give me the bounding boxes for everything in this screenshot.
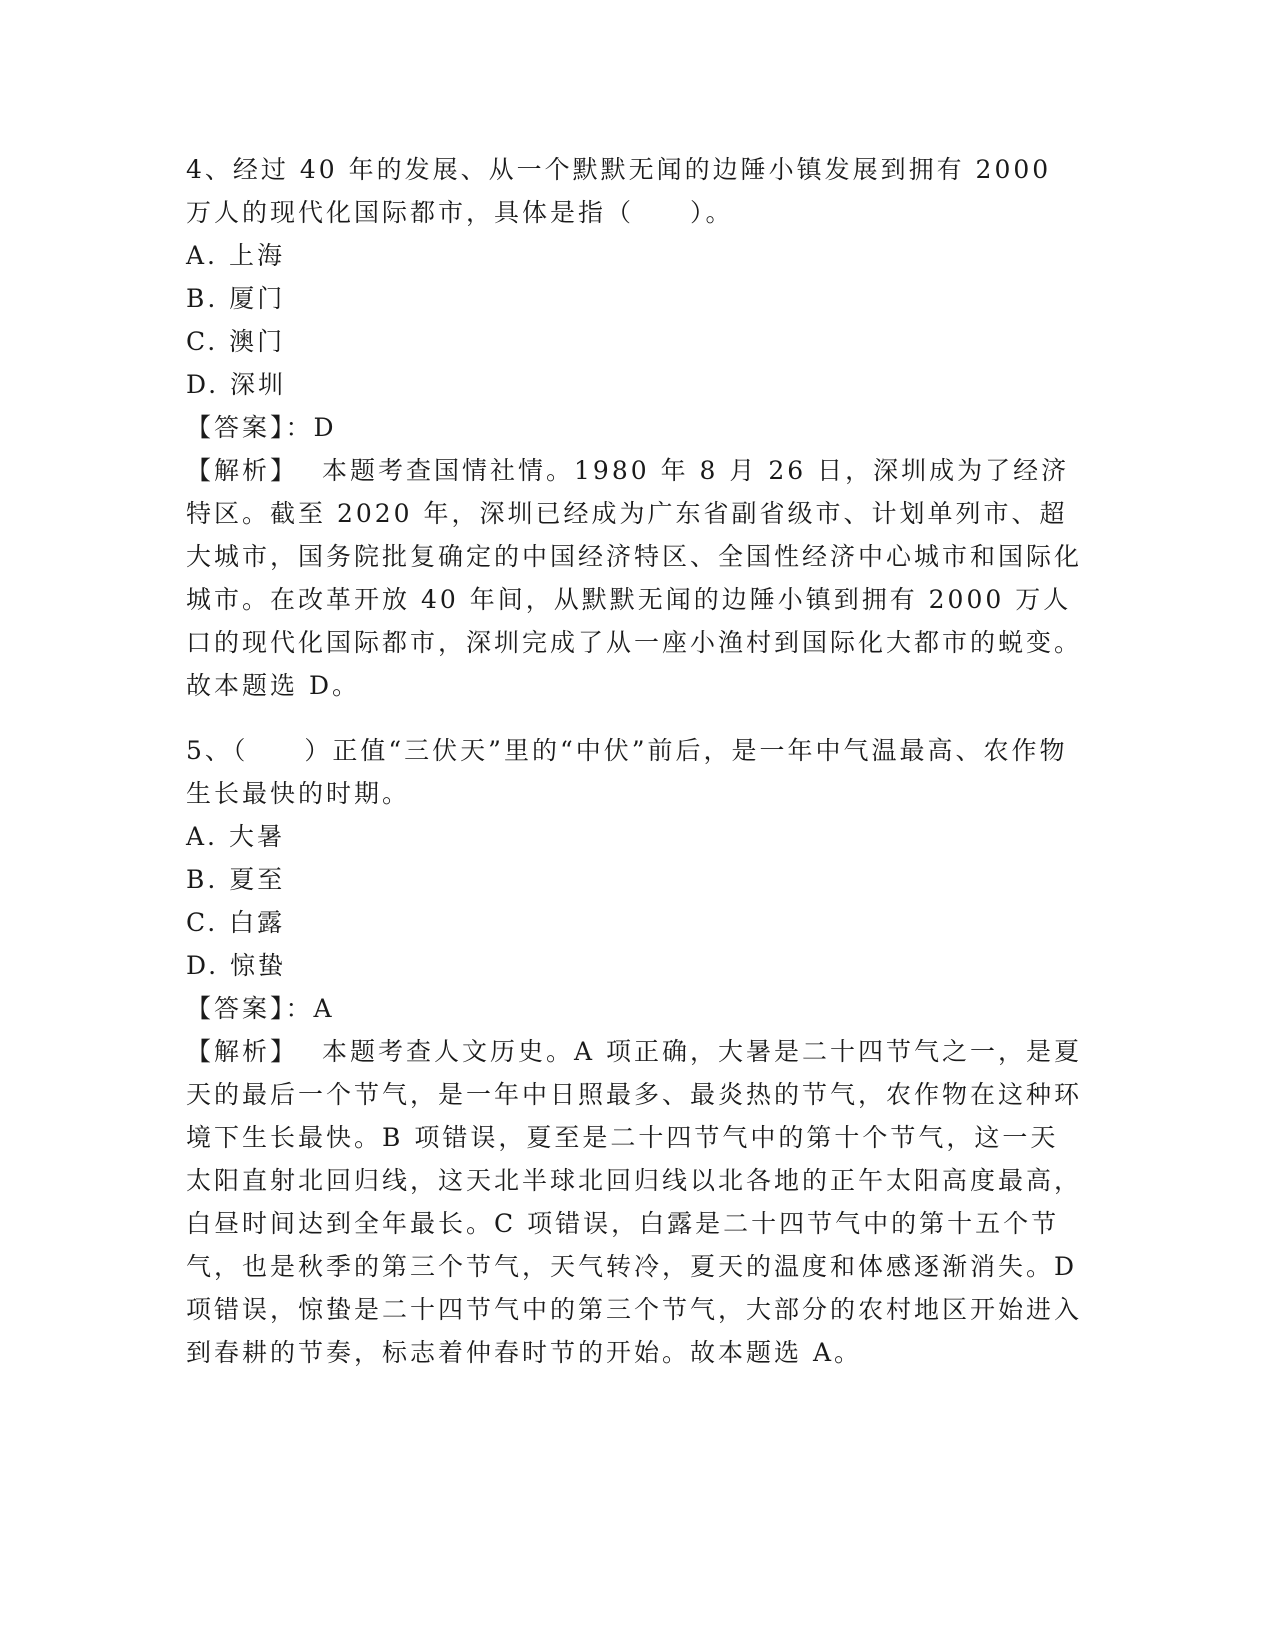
explanation [186, 1030, 1086, 1374]
option-b: B. 夏至 [186, 865, 286, 894]
option-d: D. 惊蛰 [186, 951, 287, 980]
explanation-label: 【解析】 [186, 456, 299, 485]
answer-value: D [313, 413, 335, 442]
answer-label: 【答案】： [186, 413, 314, 442]
explanation [186, 449, 1086, 707]
explanation-text: 本题考查国情社情。1980 年 8 月 26 日，深圳成为了经济特区。截至 2020 年，深圳已经成为广东省副省级市、计划单列市、超大城市，国务院批复确定的中国经济特区、全国性经济中心城市和国际化城市。在改革开放 40 年间，从默默无闻的边陲小镇到拥有 2000 万人口的现代化国际都市，深圳完成了从一座小渔村到国际化大都市的蜕变。故本题选 D。 [186, 456, 1083, 700]
explanation-text: 本题考查人文历史。A 项正确，大暑是二十四节气之一，是夏天的最后一个节气，是一年中日照最多、最炎热的节气，农作物在这种环境下生长最快。B 项错误，夏至是二十四节气中的第十个节气，这一天太阳直射北回归线，这天北半球北回归线以北各地的正午太阳高度最高，白昼时间达到全年最长。C 项错误，白露是二十四节气中的第十五个节气，也是秋季的第三个节气，天气转冷，夏天的温度和体感逐渐消失。D 项错误，惊蛰是二十四节气中的第三个节气，大部分的农村地区开始进入到春耕的节奏，标志着仲春时节的开始。故本题选 A。 [186, 1037, 1088, 1367]
question-4 [186, 148, 1086, 707]
option-b: B. 厦门 [186, 284, 286, 313]
question-5 [186, 729, 1086, 1374]
option-a: A. 大暑 [186, 822, 285, 851]
answer-label: 【答案】： [186, 994, 314, 1023]
option-c: C. 澳门 [186, 327, 286, 356]
option-c: C. 白露 [186, 908, 286, 937]
question-stem: 5、（ ）正值“三伏天”里的“中伏”前后，是一年中气温最高、农作物生长最快的时期。 [186, 736, 1068, 808]
document-page [186, 148, 1086, 1374]
answer-value: A [313, 994, 333, 1023]
explanation-label: 【解析】 [186, 1037, 299, 1066]
answer-line [186, 987, 1086, 1030]
answer-line [186, 406, 1086, 449]
option-a: A. 上海 [186, 241, 285, 270]
option-d: D. 深圳 [186, 370, 287, 399]
question-stem: 4、经过 40 年的发展、从一个默默无闻的边陲小镇发展到拥有 2000 万人的现代化国际都市，具体是指（ ）。 [186, 155, 1063, 227]
